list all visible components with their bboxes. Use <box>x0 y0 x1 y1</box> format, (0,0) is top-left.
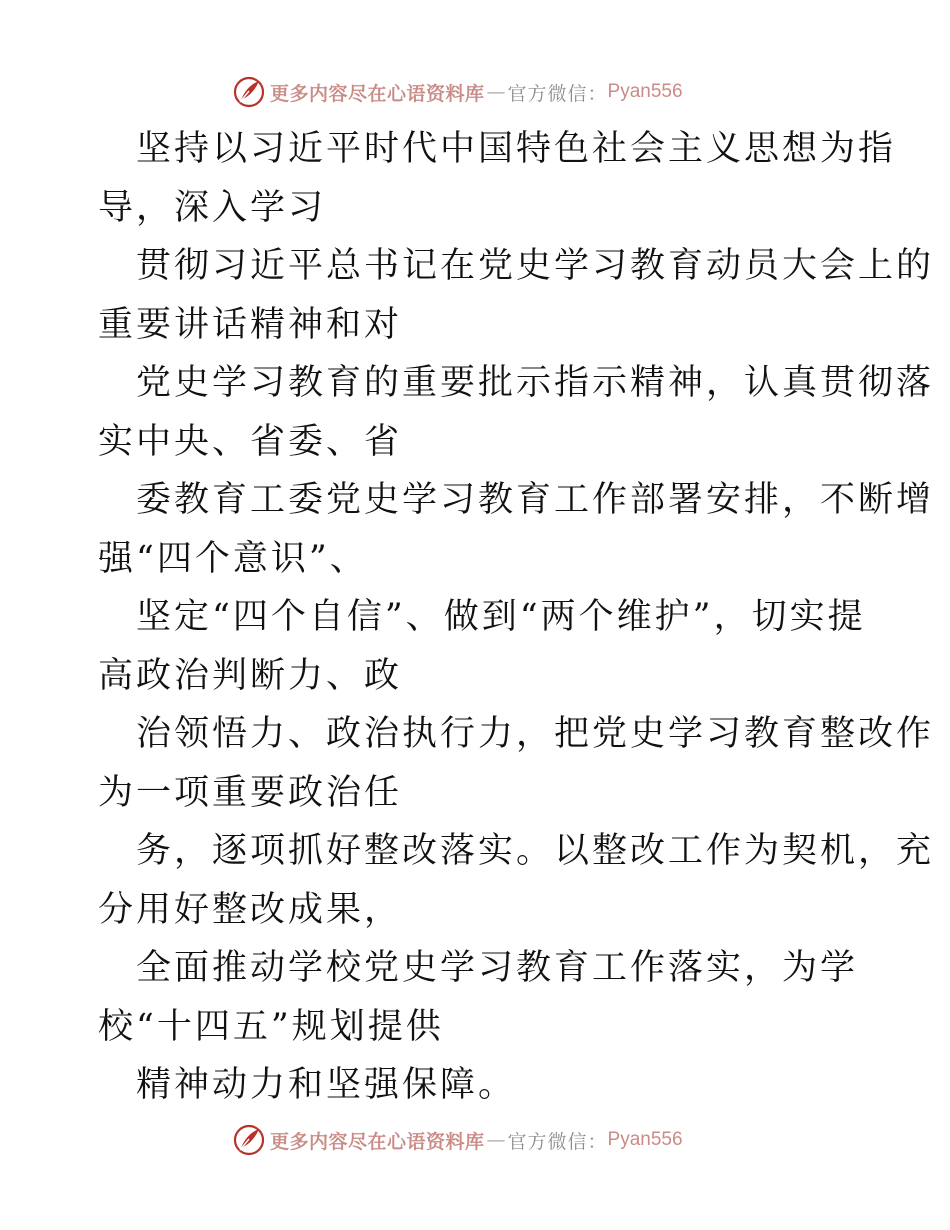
watermark-text: 更多内容尽在心语资料库 <box>270 1130 485 1153</box>
paragraph <box>98 1056 858 1115</box>
paragraph-line: 强“四个意识”、 <box>98 538 368 579</box>
watermark-account: Pyan556 <box>607 81 683 102</box>
watermark-account: Pyan556 <box>607 1129 683 1150</box>
paragraph-line: 全面推动学校党史学习教育工作落实，为学 <box>136 948 859 988</box>
paragraph <box>98 705 935 822</box>
paragraph-line: 坚持以习近平时代中国特色社会主义思想为指 <box>136 129 897 169</box>
paragraph-line: 高政治判断力、政 <box>98 655 403 696</box>
paragraph <box>98 354 935 471</box>
paragraph-line: 委教育工委党史学习教育工作部署安排，不断增 <box>136 480 935 520</box>
paragraph-line: 治领悟力、政治执行力，把党史学习教育整改作 <box>136 714 935 754</box>
watermark-separator: — <box>486 1129 506 1151</box>
feather-pen-logo-icon <box>232 75 266 109</box>
paragraph <box>98 237 935 354</box>
body-text <box>98 120 935 1115</box>
paragraph <box>98 822 935 939</box>
paragraph-line: 导，深入学习 <box>98 187 327 228</box>
feather-pen-logo-icon <box>232 1123 266 1157</box>
paragraph <box>98 471 935 588</box>
paragraph-line: 实中央、省委、省 <box>98 421 403 462</box>
watermark-text: 更多内容尽在心语资料库 <box>270 82 485 105</box>
watermark-official-label: 官方微信： <box>507 1130 608 1153</box>
paragraph-line: 精神动力和坚强保障。 <box>136 1065 517 1105</box>
paragraph-line: 务，逐项抓好整改落实。以整改工作为契机，充 <box>136 831 935 871</box>
footer-watermark <box>232 1120 752 1160</box>
paragraph-line: 为一项重要政治任 <box>98 772 403 813</box>
watermark-separator: — <box>486 81 506 103</box>
paragraph-line: 坚定“四个自信”、做到“两个维护”，切实提 <box>136 597 866 637</box>
paragraph-line: 校“十四五”规划提供 <box>98 1006 444 1047</box>
paragraph <box>98 588 866 705</box>
paragraph <box>98 939 858 1056</box>
paragraph <box>98 120 897 237</box>
paragraph-line: 分用好整改成果， <box>98 889 403 930</box>
watermark-official-label: 官方微信： <box>507 82 608 105</box>
header-watermark <box>232 72 752 112</box>
paragraph-line: 党史学习教育的重要批示指示精神，认真贯彻落 <box>136 363 935 403</box>
paragraph-line: 重要讲话精神和对 <box>98 304 403 345</box>
paragraph-line: 贯彻习近平总书记在党史学习教育动员大会上的 <box>136 246 935 286</box>
